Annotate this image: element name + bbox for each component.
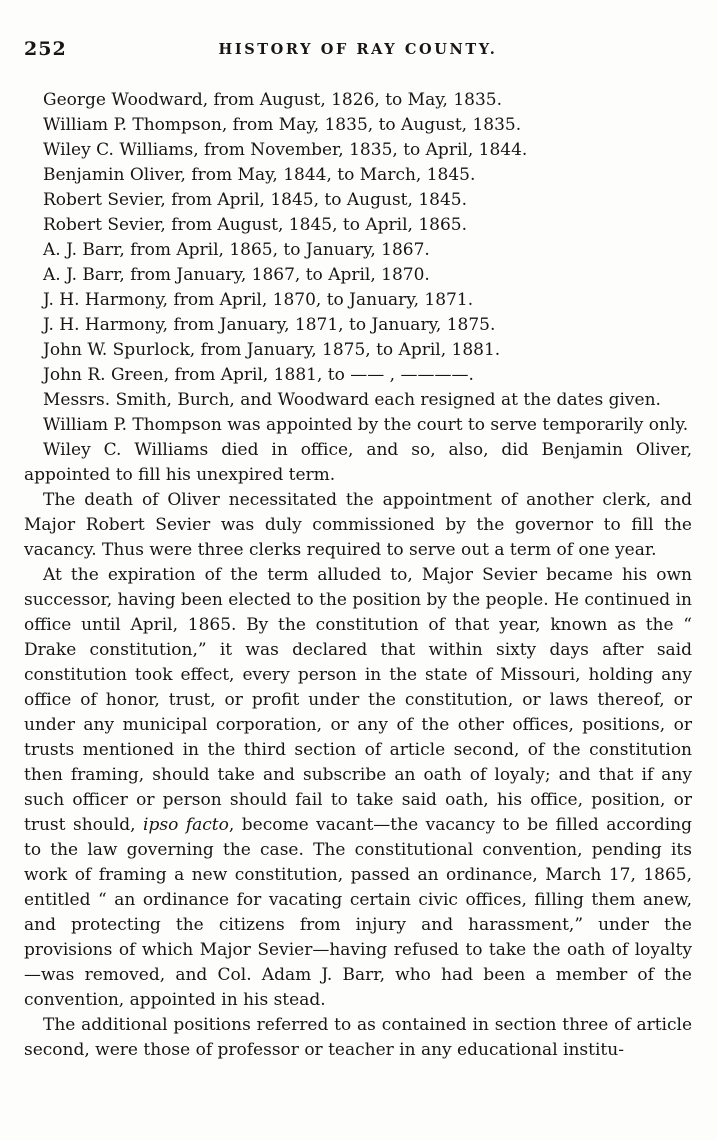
clerk-term-entry: George Woodward, from August, 1826, to May, 1835. <box>43 90 503 110</box>
page-body <box>24 88 692 1063</box>
clerk-term-entry: John R. Green, from April, 1881, to —— , ————. <box>43 365 474 385</box>
page-header <box>24 38 692 62</box>
paragraph-resignations: Messrs. Smith, Burch, and Woodward each resigned at the dates given. <box>43 390 661 410</box>
paragraph-williams-death: Wiley C. Williams died in office, and so, also, did Benjamin Oliver, appointed to fill his unexpired term. <box>24 440 692 485</box>
clerk-term-entry: Robert Sevier, from April, 1845, to August, 1845. <box>43 190 467 210</box>
clerk-term-entry: William P. Thompson, from May, 1835, to August, 1835. <box>43 115 522 135</box>
latin-phrase-ipso-facto: ipso facto <box>143 815 229 835</box>
drake-text-after-italic: , become vacant—the vacancy to be filled according to the law governing the case. The constitutional convention, pending its work of framing a new constitution, passed an ordinance, March 17, 1865, entitled “ an ordinance for vacating certain civic offices, filling them anew, and protecting the citizens from injury and harassment,” under the provisions of which Major Sevier—having refused to take the oath of loyalty—was removed, and Col. Adam J. Barr, who had been a member of the convention, appointed in his stead. <box>24 815 692 1010</box>
running-title: HISTORY OF RAY COUNTY. <box>218 41 498 58</box>
paragraph-drake-constitution <box>24 563 692 1013</box>
clerk-term-list <box>24 88 692 388</box>
clerk-term-entry: Benjamin Oliver, from May, 1844, to March, 1845. <box>43 165 476 185</box>
paragraph-thompson-appointment: William P. Thompson was appointed by the court to serve temporarily only. <box>43 415 689 435</box>
clerk-term-entry: J. H. Harmony, from April, 1870, to January, 1871. <box>43 290 474 310</box>
paragraph-additional-positions: The additional positions referred to as contained in section three of article second, were those of professor or teacher in any educational institu- <box>24 1015 692 1060</box>
page-number: 252 <box>24 38 67 60</box>
clerk-term-entry: Wiley C. Williams, from November, 1835, to April, 1844. <box>43 140 528 160</box>
clerk-term-entry: John W. Spurlock, from January, 1875, to April, 1881. <box>43 340 501 360</box>
drake-text-before-italic: At the expiration of the term alluded to, Major Sevier became his own successor, having been elected to the position by the people. He continued in office until April, 1865. By the constitution of that year, known as the “ Drake constitution,” it was declared that within sixty days after said constitution took effect, every person in the state of Missouri, holding any office of honor, trust, or profit under the constitution, or laws thereof, or under any municipal corporation, or any of the other offices, positions, or trusts mentioned in the third section of article second, of the constitution then framing, should take and subscribe an oath of loyaly; and that if any such officer or person should fail to take said oath, his office, position, or trust should, <box>24 565 692 835</box>
clerk-term-entry: J. H. Harmony, from January, 1871, to January, 1875. <box>43 315 496 335</box>
clerk-term-entry: A. J. Barr, from April, 1865, to January, 1867. <box>43 240 430 260</box>
clerk-term-entry: Robert Sevier, from August, 1845, to April, 1865. <box>43 215 467 235</box>
clerk-term-entry: A. J. Barr, from January, 1867, to April, 1870. <box>43 265 430 285</box>
paragraph-oliver-death: The death of Oliver necessitated the appointment of another clerk, and Major Robert Sevier was duly commissioned by the governor to fill the vacancy. Thus were three clerks required to serve out a term of one year. <box>24 490 692 560</box>
